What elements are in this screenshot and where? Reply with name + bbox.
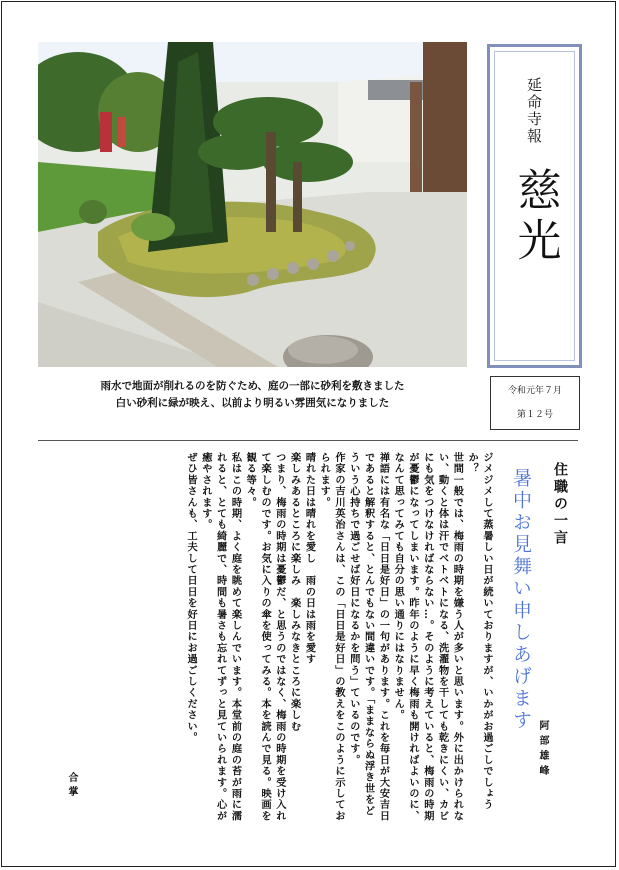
- body-paragraph: ぜひ皆さんも、工夫して日日を好日にお過ごしください。: [185, 452, 198, 744]
- issue-info-box: [490, 376, 580, 430]
- summer-greeting: 暑中お見舞い申しあげます: [510, 468, 532, 732]
- photo-caption: [38, 378, 467, 412]
- issue-date: 令和元年７月: [507, 386, 562, 396]
- caption-line-2: 白い砂利に緑が映え、以前より明るい雰囲気になりました: [115, 397, 390, 409]
- article-heading: 住職の一言: [552, 462, 568, 547]
- masthead: [487, 44, 582, 368]
- author-name: 阿部雄峰: [537, 720, 548, 780]
- issue-number: 第１２号: [516, 410, 553, 420]
- body-paragraph: 私はこの時期、よく庭を眺めて楽しんでいます。本堂前の庭の苔が雨に濡れると、とても綺麗で、時間も暑さも忘れてずっと見ていられます。心が癒やされます。: [199, 452, 242, 822]
- body-paragraph: 晴れた日は晴れを愛し 雨の日は雨を愛す: [303, 452, 316, 665]
- temple-garden-photo: [38, 42, 467, 367]
- newsletter-title: 慈光: [509, 167, 561, 267]
- body-paragraph: 世間一般では、梅雨の時期を嫌う人が多いと思います。外に出かけられない、動くと体は汗でベトベトになる、洗濯物を干しても乾きにくい、カビにも気をつけなければならない…。そのように考えていると、梅雨の時期が憂鬱になってしまいます。昨年のように早く梅雨も開ければよいのに、なんて思ってみても自分の思い通りにはなりません。: [392, 452, 464, 822]
- article-body: [66, 452, 494, 822]
- body-paragraph: ジメジメして蒸暑しい日が続いておりますが、いかがお過ごしでしょうか？: [466, 452, 493, 811]
- body-paragraph: 作家の吉川英治さんは、この「日日是好日」の教えをこのように示しておられます。: [318, 452, 346, 822]
- body-paragraph: 楽しみあるところに楽しみ 楽しみなきところに楽しむ: [288, 452, 301, 732]
- caption-line-1: 雨水で地面が削れるのを防ぐため、庭の一部に砂利を敷きました: [100, 380, 405, 392]
- body-paragraph: 禅語には有名な「日日是好日」の一句があります。これを毎日が大安吉日であると解釈すると、とんでもない間違いです。「ままならぬ浮き世をどういう心持ちで過ごせば好日になるかを問う」ているのです。: [347, 452, 390, 822]
- body-paragraph: つまり、梅雨の時期は憂鬱だ、と思うのではなく、梅雨の時期を受け入れて楽しむのです。お気に入りの傘を使ってみる。本を読んで見る。映画を観る等々。: [244, 452, 286, 822]
- newsletter-subtitle: 延命寺報: [525, 77, 543, 145]
- closing-gassho: 合掌: [66, 772, 77, 800]
- section-divider: [38, 440, 578, 441]
